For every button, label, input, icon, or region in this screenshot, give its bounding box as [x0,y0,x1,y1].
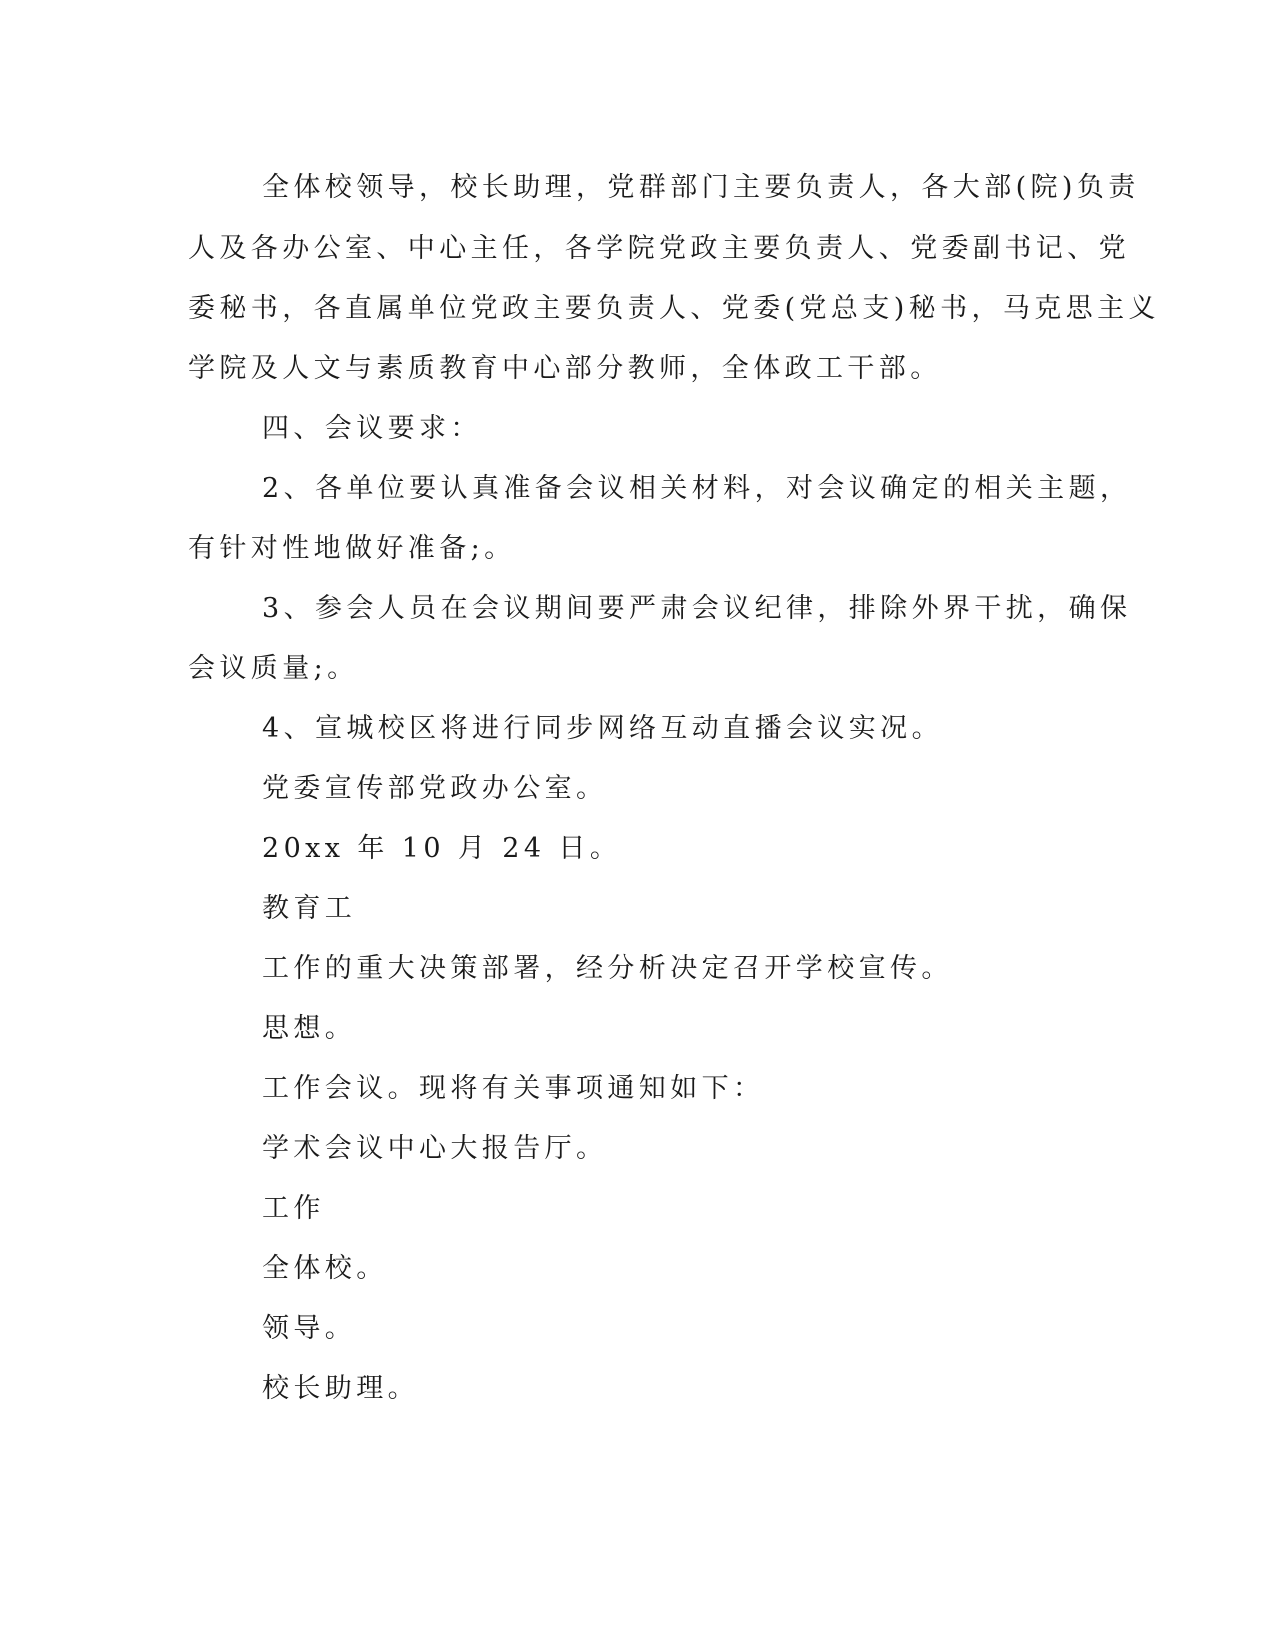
requirement-2-line-1: 2、各单位要认真准备会议相关材料，对会议确定的相关主题， [262,473,1132,504]
requirement-3-line-1: 3、参会人员在会议期间要严肃会议纪律，排除外界干扰，确保 [262,593,1132,624]
paragraph-attendees-line-3: 委秘书，各直属单位党政主要负责人、党委(党总支)秘书，马克思主义 [188,293,1160,324]
fragment-line: 领导。 [262,1313,357,1344]
requirement-4: 4、宣城校区将进行同步网络互动直播会议实况。 [262,713,943,744]
paragraph-attendees-line-4: 学院及人文与素质教育中心部分教师，全体政工干部。 [188,353,942,384]
paragraph-attendees-line-2: 人及各办公室、中心主任，各学院党政主要负责人、党委副书记、党 [188,233,1130,264]
fragment-line: 全体校。 [262,1253,388,1284]
paragraph-attendees-line-1: 全体校领导，校长助理，党群部门主要负责人，各大部(院)负责 [262,172,1140,203]
fragment-line: 教育工 [262,893,357,924]
section-heading-requirements: 四、会议要求： [262,413,482,444]
fragment-line: 工作的重大决策部署，经分析决定召开学校宣传。 [262,953,953,984]
fragment-line: 思想。 [262,1013,357,1044]
fragment-line: 校长助理。 [262,1373,419,1404]
issuer: 党委宣传部党政办公室。 [262,773,608,804]
requirement-3-line-2: 会议质量;。 [188,653,359,684]
requirement-2-line-2: 有针对性地做好准备;。 [188,533,516,564]
fragment-line: 工作会议。现将有关事项通知如下： [262,1073,765,1104]
fragment-line: 工作 [262,1193,325,1224]
issue-date: 20xx 年 10 月 24 日。 [262,833,622,864]
fragment-line: 学术会议中心大报告厅。 [262,1133,608,1164]
